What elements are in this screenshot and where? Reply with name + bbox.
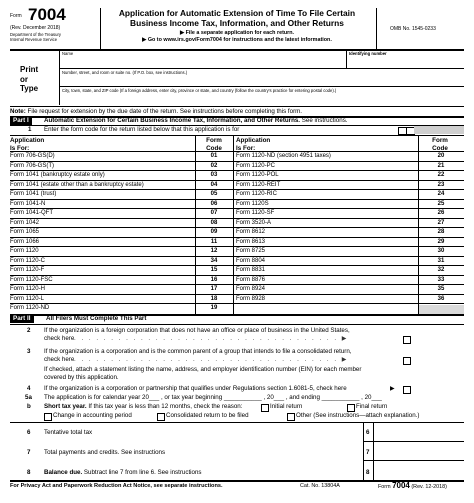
line7-rule	[363, 460, 464, 461]
left-row-code: 07	[210, 210, 218, 216]
right-row-name: Form 1120-REIT	[236, 181, 281, 188]
short-tax-year-label: Short tax year.	[44, 403, 87, 410]
right-row-code: 25	[437, 200, 445, 207]
left-row-code: 02	[210, 162, 218, 169]
right-code-divider	[418, 136, 419, 314]
right-code-header-code: Code	[432, 144, 448, 152]
left-row-name: Form 1041 (estate other than a bankruptcy estate)	[10, 181, 144, 188]
left-row-code: 09	[210, 229, 218, 235]
header-divider-right	[376, 8, 377, 49]
omb-number: OMB No. 1545-0233	[390, 26, 436, 32]
line7-amount-field[interactable]	[375, 444, 463, 458]
change-accounting-checkbox[interactable]	[44, 413, 52, 421]
left-row-name: Form 1120-H	[10, 286, 45, 292]
right-row-code: 31	[437, 257, 445, 264]
initial-return-label: Initial return	[270, 403, 303, 410]
right-row-code: 20	[437, 153, 445, 159]
right-row-code: 28	[437, 229, 445, 235]
balance-due-text: Subtract line 7 from line 6. See instructions	[83, 469, 202, 476]
middle-divider	[233, 136, 234, 314]
right-row-name: Form 1120S	[236, 200, 269, 207]
left-row-code: 11	[210, 238, 218, 245]
right-row-name: Form 1120-SF	[236, 210, 275, 216]
left-code-header-code: Code	[206, 144, 222, 152]
right-row-name: Form 8612	[236, 229, 266, 235]
left-row-name: Form 706-GS(D)	[10, 153, 55, 159]
print-block-bottom-rule	[10, 106, 464, 107]
line8-number: 8	[27, 469, 31, 476]
line5b-text-wrap	[44, 403, 242, 410]
line-num-col-right	[373, 422, 374, 480]
part1-label: Part I	[10, 117, 32, 125]
table-row-rule	[10, 303, 464, 304]
name-label: Name	[62, 51, 74, 56]
right-row-name: Form 8725	[236, 248, 266, 254]
left-code-header	[196, 137, 232, 152]
line2-checkbox[interactable]	[403, 336, 411, 344]
form-title-line1: Application for Automatic Extension of Time To File Certain	[118, 8, 356, 18]
print-label: Print	[20, 65, 39, 74]
left-col-header	[10, 137, 44, 152]
part1-title: Automatic Extension for Certain Business Income Tax, Information, and Other Returns.	[44, 117, 301, 124]
catalog-number: Cat. No. 13804A	[300, 483, 340, 489]
left-row-name: Form 1066	[10, 238, 40, 245]
line7-box-number: 7	[366, 449, 370, 456]
line6-amount-field[interactable]	[375, 425, 463, 439]
short-tax-year-text: If this tax year is less than 12 months, check the reason:	[88, 403, 243, 410]
left-row-name: Form 1120-F	[10, 267, 45, 273]
line2-text: If the organization is a foreign corporation that does not have an office or place of business in the United States,	[44, 327, 350, 334]
form-title-line2: Business Income Tax, Information, and Other Returns	[130, 17, 344, 28]
right-col-header	[236, 137, 270, 152]
initial-return-checkbox[interactable]	[261, 404, 269, 412]
header-rule	[10, 49, 464, 51]
left-code-header-form: Form	[206, 137, 222, 144]
right-row-name: Form 3520-A	[236, 219, 272, 226]
consolidated-return-checkbox[interactable]	[157, 413, 165, 421]
line1-number: 1	[28, 126, 32, 133]
line3-number: 3	[27, 348, 31, 355]
footer-form-number: 7004	[392, 481, 410, 490]
right-row-code: 36	[437, 295, 445, 302]
left-row-code: 01	[210, 153, 218, 159]
left-row-code: 34	[210, 257, 218, 264]
line6-box-number: 6	[366, 429, 370, 436]
right-row-name: Form 8804	[236, 257, 266, 264]
footer-rev: (Rev. 12-2018)	[411, 484, 447, 490]
header-divider-left	[100, 8, 101, 49]
line3-statement: If checked, attach a statement listing the name, address, and employer identification number (EIN) for each member	[44, 366, 362, 373]
right-row-name: Form 1120-POL	[236, 172, 279, 178]
right-row-code: 26	[437, 210, 445, 216]
footer-form-label: Form	[378, 484, 391, 490]
line5b-number: b	[27, 403, 31, 410]
line6-rule	[363, 441, 464, 442]
right-code-header-form: Form	[432, 137, 448, 144]
form-id-block	[10, 5, 98, 48]
left-row-name: Form 1065	[10, 229, 40, 235]
id-divider	[346, 50, 347, 68]
left-row-code: 17	[210, 286, 218, 292]
line8-text-wrap	[44, 469, 202, 476]
part2-label: Part II	[10, 315, 34, 323]
left-row-name: Form 1120	[10, 248, 39, 254]
right-row-code: 27	[437, 219, 445, 226]
line1-bottom-rule	[10, 135, 464, 136]
privacy-notice: For Privacy Act and Paperwork Reduction Act Notice, see separate instructions.	[10, 483, 223, 489]
line5-bottom-rule	[10, 422, 464, 423]
line4-checkbox[interactable]	[403, 386, 411, 394]
line5a-text[interactable]: The application is for calendar year 20___ , or tax year beginning ___________ , 20___ , and ending ___________ , 20___	[44, 394, 382, 401]
right-row-name: Form 1120-ND (section 4951 taxes)	[236, 153, 331, 159]
right-row-name: Form 8876	[236, 276, 266, 283]
right-row-code: 23	[437, 181, 445, 188]
left-col-header-is-for: Is For:	[10, 144, 30, 152]
balance-due-label: Balance due.	[44, 469, 83, 476]
final-return-label: Final return	[356, 403, 388, 410]
left-code-divider	[195, 136, 196, 314]
rev-date: (Rev. December 2018)	[10, 25, 61, 31]
line8-box-number: 8	[366, 469, 370, 476]
line1-text: Enter the form code for the return listed below that this application is for	[44, 126, 240, 133]
type-label: Type	[20, 84, 39, 93]
street-label: Number, street, and room or suite no. (If P.O. box, see instructions.)	[62, 70, 188, 75]
note-text: File request for extension by the due date of the return. See instructions before completing this form.	[27, 108, 303, 115]
line6-text: Tentative total tax	[44, 429, 93, 436]
line4-arrow: ▶	[390, 385, 395, 392]
left-row-code: 04	[210, 181, 218, 188]
line5a-number: 5a	[25, 394, 32, 401]
right-row-code: 21	[437, 162, 445, 169]
right-row-name: Form 8924	[236, 286, 266, 292]
final-return-checkbox[interactable]	[347, 404, 355, 412]
note-line	[10, 108, 302, 115]
form-number: 7004	[28, 5, 66, 24]
subtitle-separate: ▶ File a separate application for each return.	[179, 30, 295, 36]
form-label: Form	[10, 13, 22, 19]
line2-leader: . . . . . . . . . . . . . . . . . . . . . . . . . . . . . . . . . . . . ▶	[74, 335, 349, 342]
left-row-name: Form 1041 (bankruptcy estate only)	[10, 172, 105, 178]
line7-number: 7	[27, 449, 31, 456]
or-label: or	[20, 74, 28, 84]
right-code-header	[420, 137, 460, 152]
line6-number: 6	[27, 429, 31, 436]
left-row-name: Form 1120-L	[10, 295, 44, 302]
right-row-code: 24	[437, 191, 445, 197]
left-col-header-application: Application	[10, 137, 45, 144]
right-row-code: 32	[437, 267, 445, 273]
line4-text: If the organization is a corporation or partnership that qualifies under Regulations section 1.6081-5, check here	[44, 385, 347, 392]
right-row-code: 35	[437, 286, 445, 292]
identifying-number-field[interactable]	[348, 56, 462, 66]
line1-shaded-area	[414, 126, 464, 134]
left-row-code: 19	[210, 305, 218, 311]
line3-checkbox[interactable]	[403, 357, 411, 365]
left-row-code: 05	[210, 191, 218, 197]
line2-check-here: check here	[44, 335, 75, 342]
line3-leader: . . . . . . . . . . . . . . . . . . . . . . . . . . . . . . . . . . . . ▶	[74, 356, 349, 363]
city-state-zip-field[interactable]	[60, 93, 462, 103]
line8-amount-field[interactable]	[375, 464, 463, 478]
change-accounting-label: Change in accounting period	[53, 412, 132, 419]
name-field[interactable]	[60, 56, 345, 66]
left-row-code: 16	[210, 276, 218, 283]
part2-title: All Filers Must Complete This Part	[46, 315, 147, 322]
left-row-name: Form 1120-FSC	[10, 276, 53, 283]
left-row-name: Form 1041 (trust)	[10, 191, 57, 197]
other-checkbox[interactable]	[287, 413, 295, 421]
right-col-header-application: Application	[236, 137, 271, 144]
empty-code-shade	[419, 305, 464, 314]
service: Internal Revenue Service	[10, 37, 58, 42]
left-row-code: 06	[210, 200, 218, 207]
left-row-code: 12	[210, 248, 218, 254]
title-block	[102, 9, 372, 44]
other-label: Other (See instructions—attach explanation.)	[296, 412, 420, 419]
note-label: Note:	[10, 108, 26, 115]
consolidated-return-label: Consolidated return to be filed	[166, 412, 249, 419]
street-address-field[interactable]	[60, 75, 462, 85]
right-row-name: Form 1120-RIC	[236, 191, 277, 197]
left-row-name: Form 1120-C	[10, 257, 45, 264]
right-row-code: 30	[437, 248, 445, 254]
subtitle-instructions: ▶ Go to www.irs.gov/Form7004 for instructions and the latest information.	[142, 37, 332, 43]
part1-see-instructions: See instructions.	[301, 117, 348, 124]
line3-covered: covered by this application.	[44, 374, 119, 381]
print-or-type-label	[20, 65, 38, 94]
department: Department of the Treasury	[10, 32, 61, 37]
left-row-name: Form 1120-ND	[10, 305, 50, 311]
part1-heading	[44, 117, 348, 124]
right-row-name: Form 1120-PC	[236, 162, 275, 169]
left-row-code: 08	[210, 219, 218, 226]
line7-text: Total payments and credits. See instructions	[44, 449, 166, 456]
name-row-rule	[60, 68, 464, 69]
right-row-code: 29	[437, 238, 445, 245]
identifying-number-label: Identifying number	[349, 51, 387, 56]
line3-check-here: check here	[44, 356, 75, 363]
left-row-name: Form 1041-QFT	[10, 210, 54, 216]
right-row-code: 33	[437, 276, 445, 283]
line4-number: 4	[27, 385, 31, 392]
left-row-code: 18	[210, 295, 218, 302]
street-row-rule	[60, 86, 464, 87]
right-row-name: Form 8613	[236, 238, 266, 245]
line-num-col-left	[363, 422, 364, 480]
left-row-code: 03	[210, 172, 218, 178]
right-row-name: Form 8928	[236, 295, 266, 302]
footer-form-id	[378, 481, 447, 492]
left-row-code: 15	[210, 267, 218, 273]
right-row-name: Form 8831	[236, 267, 266, 273]
left-row-name: Form 706-GS(T)	[10, 162, 55, 169]
line3-text: If the organization is a corporation and is the common parent of a group that intends to file a consolidated return,	[44, 348, 352, 355]
part2-title-rule	[10, 324, 464, 325]
left-row-name: Form 1042	[10, 219, 40, 226]
right-row-code: 22	[437, 172, 445, 178]
line2-number: 2	[27, 327, 31, 334]
right-col-header-is-for: Is For:	[236, 144, 256, 152]
city-label: City, town, state, and ZIP code (If a foreign address, enter city, province or state, and country (follow the country's practice for entering postal code).)	[62, 88, 337, 93]
left-row-name: Form 1041-N	[10, 200, 46, 207]
